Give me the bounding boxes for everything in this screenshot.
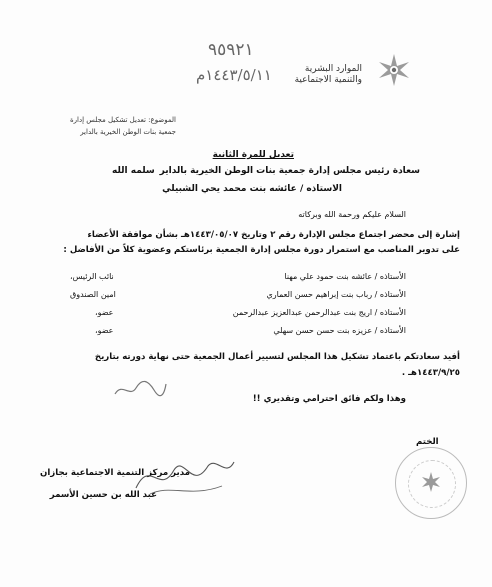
subject-line2: جمعية بنات الوطن الخيرية بالداير <box>80 128 176 136</box>
reference-number: ٩٥٩٢١ <box>208 40 254 60</box>
logo-text-line1: الموارد البشرية <box>304 64 362 74</box>
member-name: الأستاذه / رباب بنت إبراهيم حسن العماري <box>266 290 406 299</box>
salutation-suffix: سلمه الله <box>112 166 155 176</box>
reference-date: ١٤٤٣/٥/١١م <box>196 66 272 84</box>
letter-title: تعديل للمرة الثانية <box>212 150 294 160</box>
greeting: السلام عليكم ورحمة الله وبركاته <box>298 210 406 219</box>
signature-title: مدير مركز التنمية الاجتماعية بجازان <box>39 468 190 478</box>
member-role: نائب الرئيس، <box>70 272 114 281</box>
closing-line: وهذا ولكم فائق احترامي وتقديري !! <box>252 394 406 404</box>
handwritten-mark-icon <box>112 376 168 402</box>
member-role: امين الصندوق <box>70 290 116 299</box>
paragraph-line2: على تدوير المناصب مع استمرار دورة مجلس إدارة الجمعية برئاستكم وعضوية كلاً من الأفاضل : <box>63 245 460 255</box>
member-role: عضو، <box>95 308 114 317</box>
confirmation-line1: أفيد سعادتكم باعتماد تشكيل هذا المجلس لتسيير أعمال الجمعية حتى نهاية دورته بتاريخ <box>94 352 460 362</box>
member-role: عضو، <box>95 326 114 335</box>
ministry-logo-icon <box>371 50 417 90</box>
member-name: الأستاذه / عزيزه بنت حسن حسن سهلي <box>273 326 406 335</box>
recipient-name: الاستاذه / عائشه بنت محمد يحي الشبيلي <box>162 184 342 194</box>
signature-name: عبد الله بن حسين الأسمر <box>49 490 157 500</box>
subject-line1: الموضوع: تعديل تشكيل مجلس إدارة <box>69 116 176 124</box>
paragraph-line1: إشارة إلى محضر اجتماع مجلس الإدارة رقم ٢ وتاريخ ١٤٤٣/٠٥/٠٧هـ بشأن موافقة الأعضاء <box>87 230 460 240</box>
official-stamp <box>395 447 467 519</box>
member-name: الأستاذه / اريج بنت عبدالرحمن عبدالعزيز عبدالرحمن <box>232 308 406 317</box>
member-name: الأستاذه / عائشه بنت حمود علي مهنا <box>284 272 406 281</box>
stamp-emblem-icon <box>419 470 443 494</box>
stamp-label: الختم <box>416 437 439 447</box>
confirmation-line2: ١٤٤٣/٩/٢٥هـ . <box>401 368 460 378</box>
logo-text-line2: والتنمية الاجتماعية <box>294 75 362 85</box>
recipient-line: سعادة رئيس مجلس إدارة جمعية بنات الوطن الخيرية بالداير <box>159 166 420 176</box>
handwritten-signature-icon <box>130 448 240 504</box>
